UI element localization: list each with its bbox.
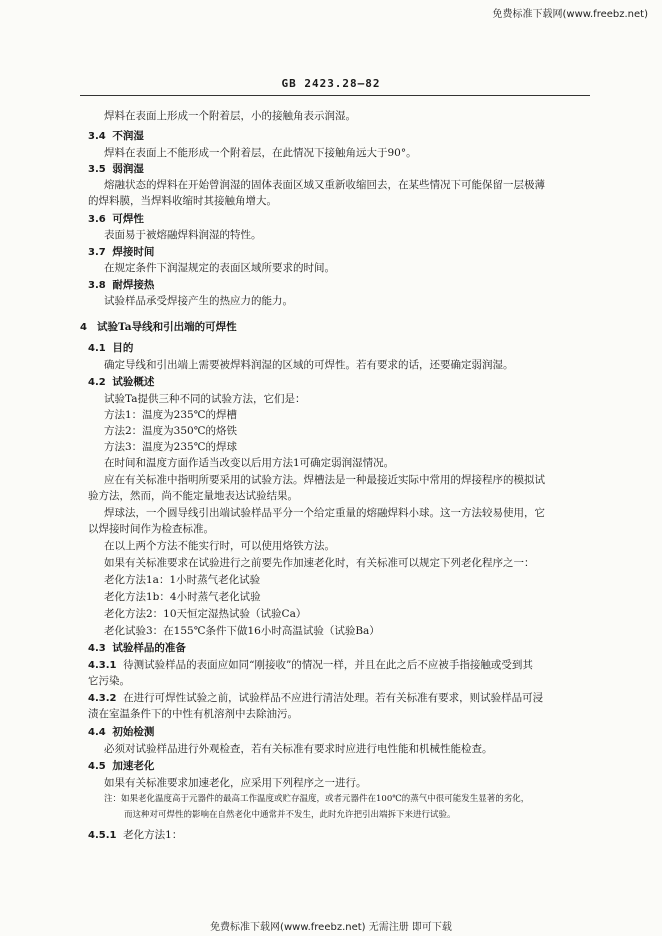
- section-number: 4.1: [88, 343, 106, 354]
- paragraph: 它污染。: [88, 675, 130, 687]
- section-number: 4.4: [88, 727, 106, 738]
- intro-tail: 焊料在表面上形成一个附着层，小的接触角表示润湿。: [104, 110, 356, 122]
- paragraph: 在规定条件下润湿规定的表面区域所要求的时间。: [104, 262, 335, 274]
- clause-number: 4.3.2: [88, 693, 117, 704]
- watermark-top: 免费标准下载网(www.freebz.net): [492, 9, 648, 20]
- standard-number-header: GB 2423.28—82: [281, 77, 381, 90]
- paragraph: 待测试验样品的表面应如同“刚接收”的情况一样，并且在此之后不应被手指接触或受到其: [123, 659, 533, 671]
- aging-method-item: 老化方法1b：4小时蒸气老化试验: [104, 591, 261, 603]
- section-number: 4.5: [88, 761, 106, 772]
- paragraph-line: 在时间和温度方面作适当改变以后用方法1可确定弱润湿情况。: [104, 457, 395, 469]
- clause-number: 4.3.1: [88, 660, 117, 671]
- paragraph-line: 如果有关标准要求在试验进行之前要先作加速老化时，有关标准可以规定下列老化程序之一：: [104, 557, 535, 569]
- section-title: 试验概述: [112, 376, 155, 388]
- section-title: 焊接时间: [112, 246, 155, 258]
- paragraph: 如果有关标准要求加速老化，应采用下列程序之一进行。: [104, 777, 367, 789]
- section-title: 目的: [112, 342, 134, 354]
- paragraph-line: 试验Ta提供三种不同的试验方法，它们是：: [104, 393, 306, 405]
- paragraph: 焊料在表面上不能形成一个附着层，在此情况下接触角远大于90°。: [104, 147, 417, 159]
- paragraph-line: 以焊接时间作为检查标准。: [88, 523, 214, 535]
- paragraph: 老化方法1：: [123, 829, 183, 841]
- paragraph: 试验样品承受焊接产生的热应力的能力。: [104, 295, 293, 307]
- section-title: 弱润湿: [112, 163, 144, 175]
- paragraph: 表面易于被熔融焊料润湿的特性。: [104, 229, 262, 241]
- section-number: 3.7: [88, 247, 106, 258]
- aging-method-item: 老化方法1a：1小时蒸气老化试验: [104, 574, 261, 586]
- section-number: 3.6: [88, 214, 106, 225]
- header-rule: [80, 95, 590, 96]
- paragraph: 确定导线和引出端上需要被焊料润湿的区域的可焊性。若有要求的话，还要确定弱润湿。: [104, 359, 514, 371]
- chapter-title: 试验Ta导线和引出端的可焊性: [96, 321, 237, 333]
- section-title: 加速老化: [112, 760, 155, 772]
- paragraph: 渍在室温条件下的中性有机溶剂中去除油污。: [88, 708, 298, 720]
- method-item: 方法1：温度为235℃的焊槽: [104, 409, 237, 421]
- paragraph-line: 焊球法，一个圆导线引出端试验样品平分一个给定重量的熔融焊料小球。这一方法较易使用，它: [104, 507, 545, 519]
- paragraph-line: 应在有关标准中指明所要采用的试验方法。焊槽法是一种最接近实际中常用的焊接程序的模拟试: [104, 474, 545, 486]
- paragraph-line: 在以上两个方法不能实行时，可以使用烙铁方法。: [104, 540, 335, 552]
- watermark-bottom: 免费标准下载网(www.freebz.net) 无需注册 即可下载: [210, 922, 452, 933]
- note-line: 注：如果老化温度高于元器件的最高工作温度或贮存温度，或者元器件在100℃的蒸气中很可能发生显著的劣化，: [104, 794, 530, 804]
- section-number: 4.3: [88, 643, 106, 654]
- section-title: 可焊性: [112, 213, 144, 225]
- method-item: 方法2：温度为350℃的烙铁: [104, 425, 237, 437]
- section-title: 耐焊接热: [112, 279, 155, 291]
- method-item: 方法3：温度为235℃的焊球: [104, 441, 237, 453]
- section-title: 试验样品的准备: [112, 642, 186, 654]
- paragraph: 必须对试验样品进行外观检查，若有关标准有要求时应进行电性能和机械性能检查。: [104, 743, 493, 755]
- section-number: 3.4: [88, 131, 106, 142]
- section-title: 初始检测: [112, 726, 155, 738]
- paragraph: 在进行可焊性试验之前，试验样品不应进行清洁处理。若有关标准有要求，则试验样品可浸: [123, 692, 544, 704]
- paragraph: 的焊料膜，当焊料收缩时其接触角增大。: [88, 195, 277, 207]
- section-title: 不润湿: [112, 130, 144, 142]
- aging-method-item: 老化试验3：在155℃条件下做16小时高温试验（试验Ba）: [104, 625, 380, 637]
- paragraph-line: 验方法，然而，尚不能定量地表达试验结果。: [88, 490, 298, 502]
- section-number: 4.2: [88, 377, 106, 388]
- paragraph: 熔融状态的焊料在开始曾润湿的固体表面区域又重新收缩回去，在某些情况下可能保留一层极薄: [104, 179, 545, 191]
- aging-method-item: 老化方法2：10天恒定湿热试验（试验Ca）: [104, 608, 307, 620]
- chapter-number: 4: [80, 322, 87, 333]
- section-number: 3.8: [88, 280, 106, 291]
- clause-number: 4.5.1: [88, 830, 117, 841]
- section-number: 3.5: [88, 164, 106, 175]
- note-line: 而这种对可焊性的影响在自然老化中通常并不发生，此时允许把引出端拆下来进行试验。: [124, 810, 456, 820]
